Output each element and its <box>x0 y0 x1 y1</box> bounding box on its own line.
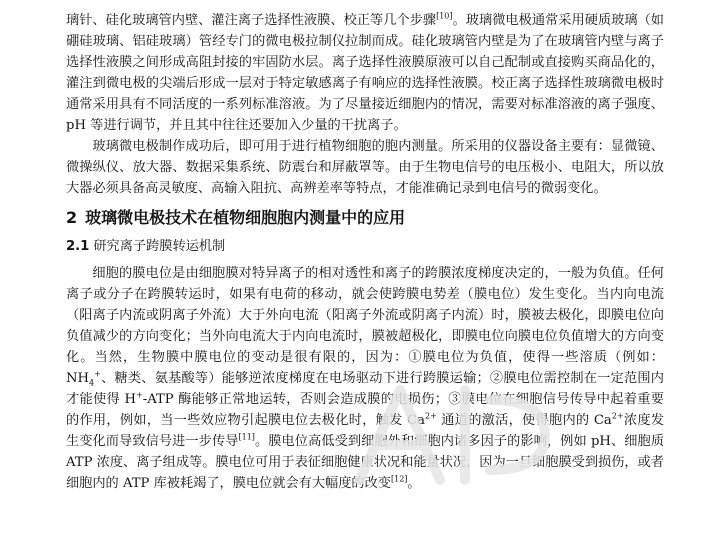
section-title: 玻璃微电极技术在植物细胞胞内测量中的应用 <box>85 208 406 227</box>
text-run: -ATP 酶能够正常地运转，否则会造成膜的电损伤；③膜电位在细胞信号传导中起着重要的作用，例如，当一些效应物引起膜电位去极化时，触发 Ca <box>66 392 664 428</box>
superscript: 2+ <box>611 411 624 421</box>
text-run: 通道的激活，使得胞内的 Ca <box>436 413 612 428</box>
subsection-title: 研究离子跨膜转运机制 <box>93 239 226 254</box>
text-run: 浓度发生变化而导致信号进一步传导 <box>66 413 665 449</box>
superscript: + <box>94 369 101 379</box>
citation-ref: [12] <box>390 474 408 484</box>
superscript: + <box>136 390 143 400</box>
section-heading <box>66 207 664 229</box>
text-run: 。玻璃微电极通常采用硬质玻璃（如硼硅玻璃、铝硅玻璃）管经专门的微电极拉制仪拉制而成。硅化玻璃管内壁是为了在玻璃管内壁与离子选择性液膜之间形成高阻封接的牢固防水层。离子选择性液膜原液可以自己配制或直接购买商品化的，灌注到微电极的尖端后形成一层对于特定敏感离子有响应的选择性液膜。校正离子选择性玻璃微电极时通常采用具有不同活度的一系列标准溶液。为了尽量接近细胞内的情况，需要对标准溶液的离子强度、pH 等进行调节，并且其中往往还要加入少量的干扰离子。 <box>66 13 664 133</box>
subsection-number: 2.1 <box>66 239 90 254</box>
paragraph-membrane-potential <box>66 263 664 494</box>
text-run: 、糖类、氨基酸等）能够逆浓度梯度在电场驱动下进行跨膜运输；②膜电位需控制在一定范围内才能使得 H <box>66 371 664 407</box>
subsection-heading <box>66 237 664 257</box>
text-run: 。膜电位高低受到细胞外和细胞内诸多因子的影响，例如 pH、细胞质 ATP 浓度、离子组成等。膜电位可用于表征细胞健康状况和能量状况，因为一旦细胞膜受到损伤，或者细胞内的 ATP 库被耗竭了，膜电位就会有大幅度的改变 <box>66 434 665 491</box>
text-run: 。 <box>407 476 421 491</box>
subscript: 4 <box>89 378 95 388</box>
superscript: 2+ <box>425 411 437 421</box>
section-number: 2 <box>66 208 78 227</box>
citation-ref: [11] <box>238 432 255 442</box>
text-run: 璃针、硅化玻璃管内壁、灌注离子选择性液膜、校正等几个步骤 <box>66 13 437 28</box>
text-run: 细胞的膜电位是由细胞膜对特异离子的相对透性和离子的跨膜浓度梯度决定的，一般为负值。任何离子或分子在跨膜转运时，如果有电荷的移动，就会使跨膜电势差（膜电位）发生变化。当内向电流（阳离子内流或阴离子外流）大于外向电流（阳离子外流或阴离子内流）时，膜被去极化，即膜电位向负值减少的方向变化；当外向电流大于内向电流时，膜被超极化，即膜电位向膜电位负值增大的方向变化。当然，生物膜中膜电位的变动是很有限的，因为：①膜电位为负值，使得一些溶质（例如：NH <box>66 266 664 386</box>
paragraph-equipment: 玻璃微电极制作成功后，即可用于进行植物细胞的胞内测量。所采用的仪器设备主要有：显微镜、微操纵仪、放大器、数据采集系统、防震台和屏蔽罩等。由于生物电信号的电压极小、电阻大，所以放大器必须具备高灵敏度、高输入阻抗、高辨差率等特点，才能准确记录到电信号的微弱变化。 <box>66 139 664 196</box>
paragraph-electrode-fabrication <box>66 10 664 136</box>
citation-ref: [10] <box>436 11 453 21</box>
